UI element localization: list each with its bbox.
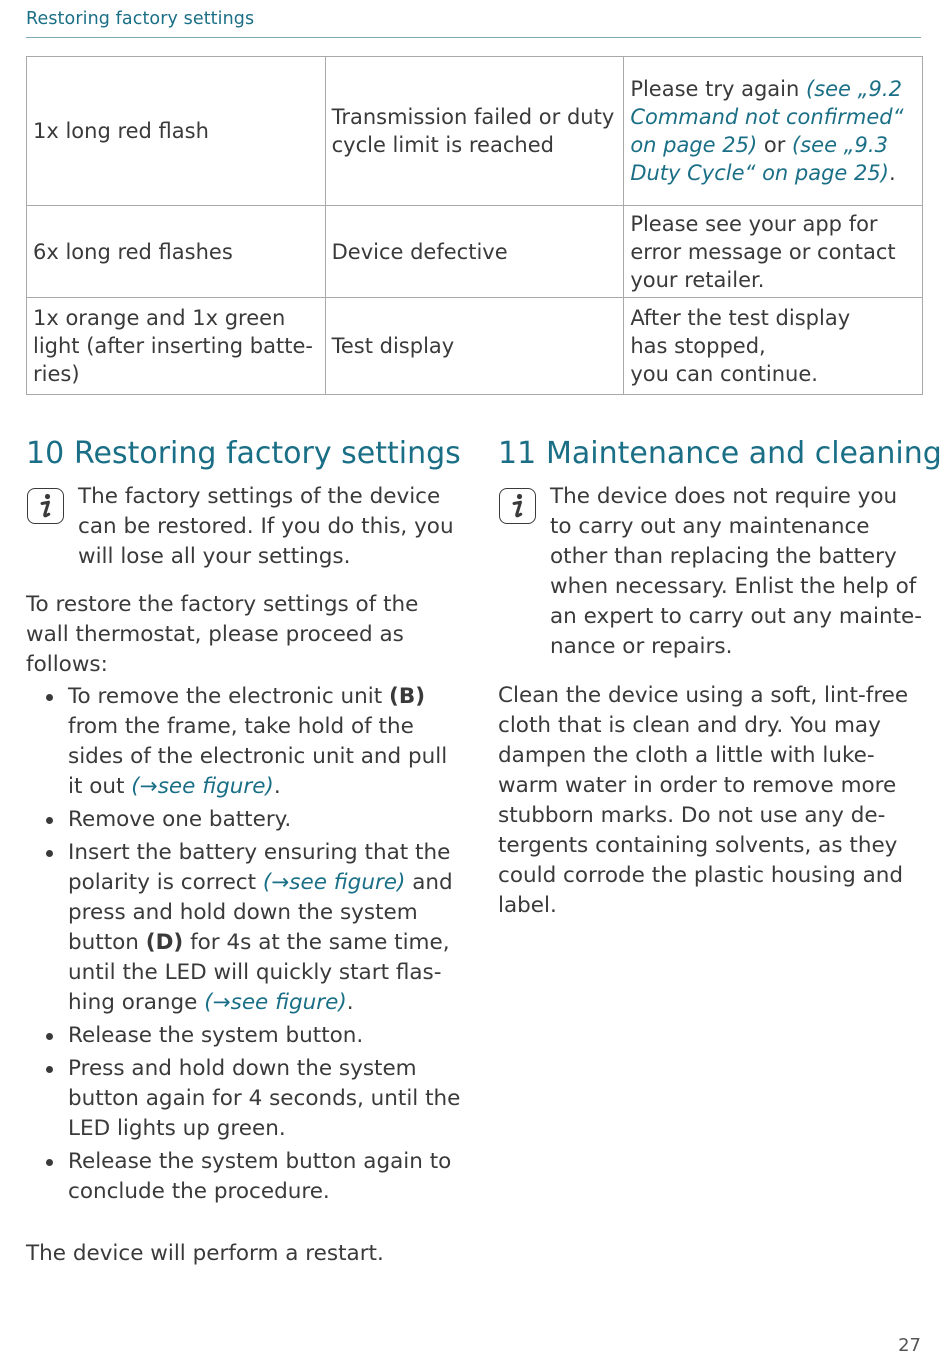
step-text: Release the system button. xyxy=(68,1023,364,1048)
solution-line: has stopped, xyxy=(630,334,766,358)
section-restoring-factory-settings xyxy=(26,434,466,1269)
meaning-cell: Transmission failed or duty cycle limit is reached xyxy=(325,57,624,206)
cross-reference-link[interactable]: (see „9.2 Command not confirmed“ on page 25) xyxy=(630,77,904,157)
info-note xyxy=(498,482,923,662)
list-item xyxy=(26,1021,466,1051)
list-item xyxy=(26,805,466,835)
signal-cell: 6x long red flashes xyxy=(27,206,326,298)
table-row xyxy=(27,57,923,206)
section-maintenance-and-cleaning xyxy=(498,434,942,921)
figure-link[interactable]: (→see figure) xyxy=(204,990,347,1015)
step-text: To remove the electronic unit xyxy=(68,684,390,709)
solution-line: you can continue. xyxy=(630,362,818,386)
cross-reference-link[interactable]: (see „9.3 Duty Cycle“ on page 25) xyxy=(630,133,889,185)
led-status-table xyxy=(26,56,923,395)
header-title: Restoring factory settings xyxy=(26,9,255,29)
body-paragraph: Clean the device using a soft, lint-free cloth that is clean and dry. You may dampen the cloth a little with luke-warm water in order to remove more stubborn marks. Do not use any de-tergents containing solvents, as they could corrode the plastic housing and label. xyxy=(498,683,909,918)
list-item xyxy=(26,838,466,1018)
section-heading xyxy=(26,434,466,478)
running-header xyxy=(26,9,921,38)
table-row xyxy=(27,206,923,298)
step-text: Release the system button again to conclude the procedure. xyxy=(68,1149,452,1204)
step-text: . xyxy=(273,774,281,799)
step-text: for 4s at the same time, until the LED will quickly start flas-hing orange xyxy=(68,930,450,1015)
outro-paragraph: The device will perform a restart. xyxy=(26,1241,384,1266)
info-icon xyxy=(27,488,64,524)
section-heading xyxy=(498,434,942,478)
part-label: (D) xyxy=(145,930,184,955)
info-icon xyxy=(499,488,536,524)
solution-line: After the test display xyxy=(630,306,851,330)
step-text: and press and hold down the system button xyxy=(68,870,453,955)
step-text: Insert the battery ensuring that the polarity is correct xyxy=(68,840,451,895)
section-title: Maintenance and cleaning xyxy=(546,436,942,471)
list-item xyxy=(26,682,466,802)
figure-link[interactable]: (→see figure) xyxy=(262,870,406,895)
info-text: The factory settings of the device can be restored. If you do this, you will lose all your settings. xyxy=(78,484,454,569)
solution-text: . xyxy=(888,161,896,185)
info-text: The device does not require you to carry out any maintenance other than replacing the battery when necessary. Enlist the help of an expert to carry out any mainte-nance or repairs. xyxy=(550,484,922,659)
steps-list xyxy=(26,682,466,1207)
step-text: Remove one battery. xyxy=(68,807,292,832)
solution-cell xyxy=(624,57,923,206)
meaning-cell: Device defective xyxy=(325,206,624,298)
solution-text: or xyxy=(757,133,793,157)
table-row xyxy=(27,298,923,395)
signal-cell: 1x long red flash xyxy=(27,57,326,206)
page-number: 27 xyxy=(898,1335,921,1356)
figure-link[interactable]: (→see figure) xyxy=(131,774,274,799)
list-item xyxy=(26,1147,466,1207)
meaning-cell: Test display xyxy=(325,298,624,395)
section-number: 10 xyxy=(26,436,65,471)
section-title: Restoring factory settings xyxy=(74,436,461,471)
solution-text: Please try again xyxy=(630,77,806,101)
solution-cell: Please see your app for error message or contact your retailer. xyxy=(624,206,923,298)
part-label: (B) xyxy=(389,684,426,709)
info-note xyxy=(26,482,466,572)
step-text: . xyxy=(346,990,354,1015)
step-text: Press and hold down the system button again for 4 seconds, until the LED lights up green. xyxy=(68,1056,461,1141)
list-item xyxy=(26,1054,466,1144)
step-text: from the frame, take hold of the sides of the electronic unit and pull it out xyxy=(68,714,448,799)
signal-cell: 1x orange and 1x green light (after inserting batte-ries) xyxy=(27,298,326,395)
intro-paragraph: To restore the factory settings of the wall thermostat, please proceed as follows: xyxy=(26,592,419,677)
section-number: 11 xyxy=(498,436,537,471)
solution-cell xyxy=(624,298,923,395)
